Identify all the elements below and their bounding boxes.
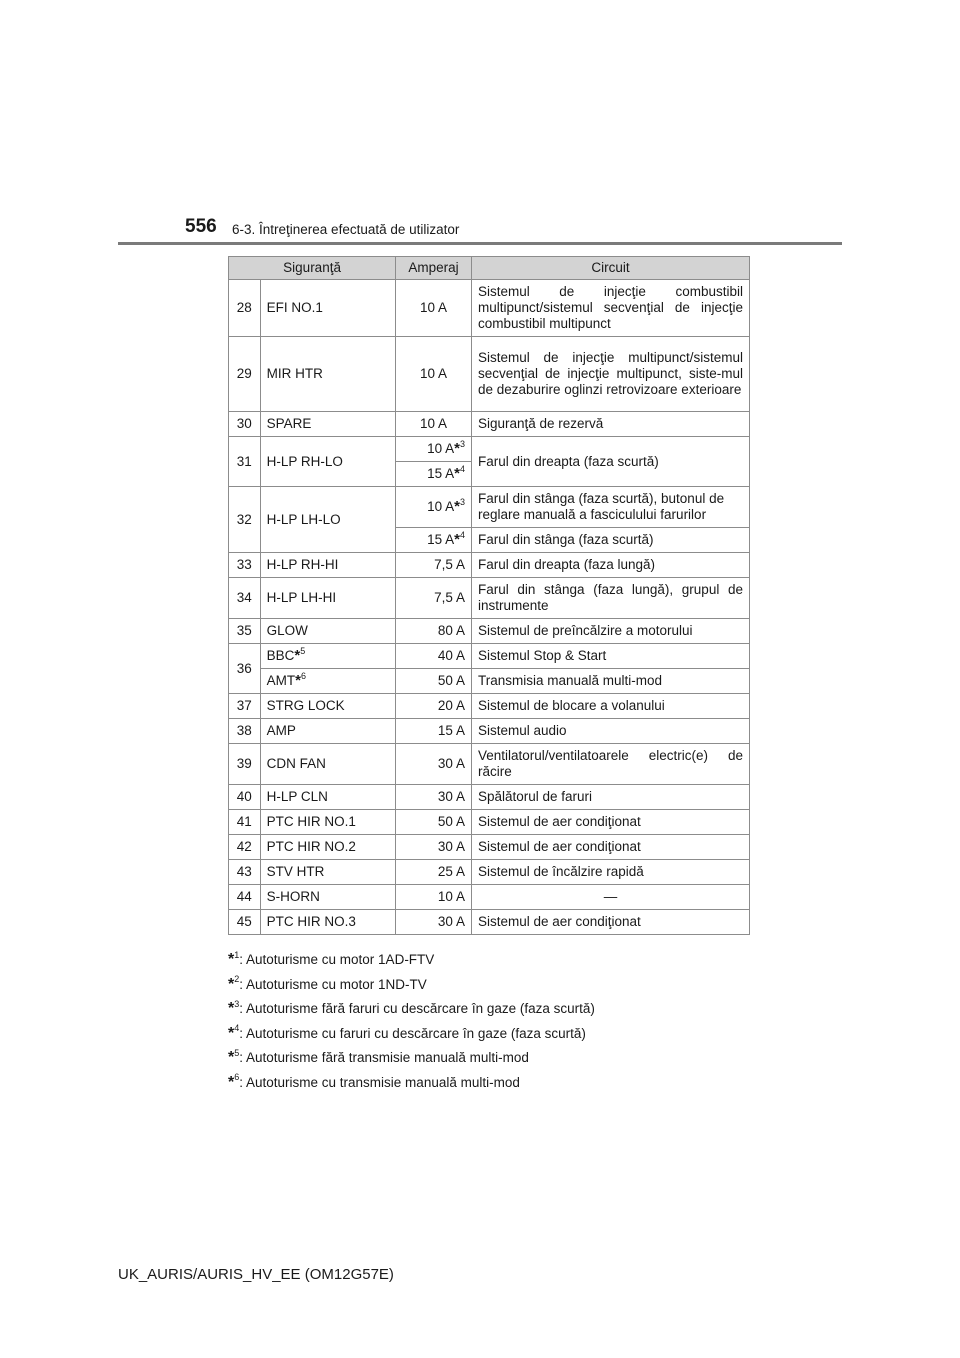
table-row — [229, 644, 750, 669]
footnote — [228, 997, 595, 1022]
fuse-name: H-LP RH-HI — [260, 553, 396, 578]
section-title: 6-3. Întreţinerea efectuată de utilizator — [232, 222, 460, 237]
fuse-circuit: Sistemul de injecţie combustibil multipunct/sistemul secvenţial de injecţie combustibil multipunct — [471, 280, 749, 337]
fuse-number: 30 — [229, 412, 261, 437]
table-row — [229, 719, 750, 744]
footnote — [228, 1022, 595, 1047]
amperage-value: 15 A — [427, 466, 455, 481]
table-row — [229, 810, 750, 835]
table-row — [229, 835, 750, 860]
fuse-amperage: 50 A — [396, 810, 472, 835]
table-row — [229, 785, 750, 810]
fuse-number: 43 — [229, 860, 261, 885]
footnote-marker: * — [228, 951, 235, 968]
header-divider — [118, 242, 842, 245]
fuse-amperage — [396, 528, 472, 553]
footnote-marker: * — [454, 498, 460, 515]
table-row — [229, 337, 750, 412]
table-row — [229, 437, 750, 462]
fuse-name: PTC HIR NO.3 — [260, 910, 396, 935]
amperage-value: 10 A — [427, 499, 455, 514]
fuse-circuit: Farul din dreapta (faza lungă) — [471, 553, 749, 578]
fuse-circuit: Sistemul de încălzire rapidă — [471, 860, 749, 885]
fuse-amperage: 7,5 A — [396, 578, 472, 619]
fuse-number: 33 — [229, 553, 261, 578]
fuse-name: H-LP LH-LO — [260, 487, 396, 553]
table-row — [229, 412, 750, 437]
fuse-amperage: 10 A — [396, 280, 472, 337]
footnote — [228, 1046, 595, 1071]
fuse-number: 29 — [229, 337, 261, 412]
fuse-name-value: BBC — [266, 648, 295, 663]
fuse-name: PTC HIR NO.2 — [260, 835, 396, 860]
table-row — [229, 744, 750, 785]
fuse-circuit: Sistemul audio — [471, 719, 749, 744]
footnote-marker: * — [454, 465, 460, 482]
footnotes — [228, 948, 595, 1095]
amperage-value: 10 A — [427, 441, 455, 456]
fuse-name: GLOW — [260, 619, 396, 644]
fuse-circuit: Spălătorul de faruri — [471, 785, 749, 810]
fuse-name: CDN FAN — [260, 744, 396, 785]
fuse-amperage: 30 A — [396, 744, 472, 785]
fuse-circuit: Sistemul de aer condiţionat — [471, 810, 749, 835]
fuse-circuit: Sistemul de injecţie multipunct/sistemul secvenţial de injecţie multipunct, siste-mul de dezaburire oglinzi retrovizoare exterioare — [471, 337, 749, 412]
table-row — [229, 885, 750, 910]
table-row — [229, 487, 750, 528]
table-row — [229, 860, 750, 885]
fuse-table — [228, 256, 750, 935]
footnote-marker: * — [454, 440, 460, 457]
fuse-amperage: 15 A — [396, 719, 472, 744]
fuse-amperage: 25 A — [396, 860, 472, 885]
fuse-name — [260, 644, 396, 669]
fuse-amperage: 40 A — [396, 644, 472, 669]
footnote-marker: * — [228, 1073, 235, 1091]
fuse-circuit: Siguranţă de rezervă — [471, 412, 749, 437]
footnote-marker: * — [454, 531, 460, 548]
fuse-number: 31 — [229, 437, 261, 487]
table-row — [229, 694, 750, 719]
footnote-ref: 3 — [459, 496, 465, 507]
fuse-name: H-LP RH-LO — [260, 437, 396, 487]
table-row — [229, 553, 750, 578]
fuse-name: H-LP CLN — [260, 785, 396, 810]
footnote-text: : Autoturisme fără transmisie manuală multi-mod — [239, 1050, 529, 1065]
fuse-number: 34 — [229, 578, 261, 619]
document-code: UK_AURIS/AURIS_HV_EE (OM12G57E) — [118, 1266, 394, 1283]
fuse-amperage: 10 A — [396, 412, 472, 437]
fuse-name: EFI NO.1 — [260, 280, 396, 337]
footnote-ref: 6 — [300, 670, 306, 681]
fuse-circuit: Sistemul de aer condiţionat — [471, 910, 749, 935]
footnote — [228, 948, 595, 973]
fuse-number: 37 — [229, 694, 261, 719]
table-header-row — [229, 257, 750, 280]
fuse-number: 44 — [229, 885, 261, 910]
fuse-name-value: AMT — [266, 673, 296, 688]
fuse-number: 41 — [229, 810, 261, 835]
footnote — [228, 1071, 595, 1096]
fuse-circuit: Farul din stânga (faza lungă), grupul de instrumente — [471, 578, 749, 619]
footnote-number: 3 — [234, 998, 240, 1009]
fuse-amperage — [396, 462, 472, 487]
fuse-number: 45 — [229, 910, 261, 935]
fuse-name: STV HTR — [260, 860, 396, 885]
fuse-number: 42 — [229, 835, 261, 860]
footnote-text: : Autoturisme fără faruri cu descărcare în gaze (faza scurtă) — [239, 1001, 595, 1016]
footnote-marker: * — [228, 1000, 235, 1017]
fuse-amperage: 10 A — [396, 337, 472, 412]
fuse-name: AMP — [260, 719, 396, 744]
footnote-number: 4 — [234, 1023, 240, 1033]
fuse-amperage: 30 A — [396, 785, 472, 810]
table-row — [229, 280, 750, 337]
fuse-amperage: 10 A — [396, 885, 472, 910]
fuse-number: 40 — [229, 785, 261, 810]
fuse-amperage: 30 A — [396, 910, 472, 935]
fuse-circuit: Sistemul de preîncălzire a motorului — [471, 619, 749, 644]
footnote-number: 5 — [234, 1047, 240, 1058]
fuse-number: 38 — [229, 719, 261, 744]
footnote-number: 2 — [234, 974, 240, 984]
fuse-number: 35 — [229, 619, 261, 644]
fuse-amperage — [396, 437, 472, 462]
fuse-circuit: Farul din stânga (faza scurtă) — [471, 528, 749, 553]
table-row — [229, 619, 750, 644]
fuse-name: STRG LOCK — [260, 694, 396, 719]
footnote-number: 1 — [234, 949, 240, 960]
footnote-marker: * — [228, 1049, 235, 1066]
footnote-ref: 3 — [459, 438, 465, 449]
fuse-number: 36 — [229, 644, 261, 694]
fuse-circuit: Farul din dreapta (faza scurtă) — [471, 437, 749, 487]
footnote-text: : Autoturisme cu transmisie manuală multi-mod — [239, 1074, 520, 1090]
fuse-circuit: — — [471, 885, 749, 910]
fuse-name: MIR HTR — [260, 337, 396, 412]
fuse-name — [260, 669, 396, 694]
fuse-circuit: Sistemul de blocare a volanului — [471, 694, 749, 719]
fuse-amperage: 7,5 A — [396, 553, 472, 578]
fuse-name: S-HORN — [260, 885, 396, 910]
footnote-marker: * — [294, 647, 301, 664]
fuse-circuit: Farul din stânga (faza scurtă), butonul de reglare manuală a fasciculului farurilor — [471, 487, 749, 528]
fuse-amperage: 30 A — [396, 835, 472, 860]
footnote-text: : Autoturisme cu motor 1AD-FTV — [239, 952, 435, 967]
footnote — [228, 973, 595, 998]
column-header-circuit: Circuit — [471, 257, 749, 280]
fuse-name: SPARE — [260, 412, 396, 437]
footnote-marker: * — [228, 975, 235, 993]
table-row — [229, 578, 750, 619]
fuse-amperage — [396, 487, 472, 528]
fuse-circuit: Ventilatorul/ventilatoarele electric(e) de răcire — [471, 744, 749, 785]
fuse-amperage: 50 A — [396, 669, 472, 694]
table-row — [229, 910, 750, 935]
fuse-circuit: Transmisia manuală multi-mod — [471, 669, 749, 694]
fuse-amperage: 80 A — [396, 619, 472, 644]
footnote-marker: * — [228, 1024, 235, 1042]
column-header-fuse: Siguranţă — [229, 257, 396, 280]
footnote-ref: 4 — [459, 463, 465, 474]
footnote-marker: * — [295, 672, 301, 689]
fuse-circuit: Sistemul de aer condiţionat — [471, 835, 749, 860]
fuse-name: H-LP LH-HI — [260, 578, 396, 619]
fuse-number: 32 — [229, 487, 261, 553]
fuse-number: 28 — [229, 280, 261, 337]
footnote-ref: 5 — [300, 645, 306, 656]
footnote-ref: 4 — [459, 529, 465, 540]
footnote-text: : Autoturisme cu motor 1ND-TV — [239, 976, 427, 992]
fuse-amperage: 20 A — [396, 694, 472, 719]
fuse-name: PTC HIR NO.1 — [260, 810, 396, 835]
column-header-amperage: Amperaj — [396, 257, 472, 280]
footnote-number: 6 — [234, 1072, 240, 1082]
fuse-circuit: Sistemul Stop & Start — [471, 644, 749, 669]
page-number: 556 — [185, 216, 217, 237]
fuse-number: 39 — [229, 744, 261, 785]
table-row — [229, 669, 750, 694]
amperage-value: 15 A — [427, 532, 455, 547]
footnote-text: : Autoturisme cu faruri cu descărcare în gaze (faza scurtă) — [239, 1025, 586, 1041]
